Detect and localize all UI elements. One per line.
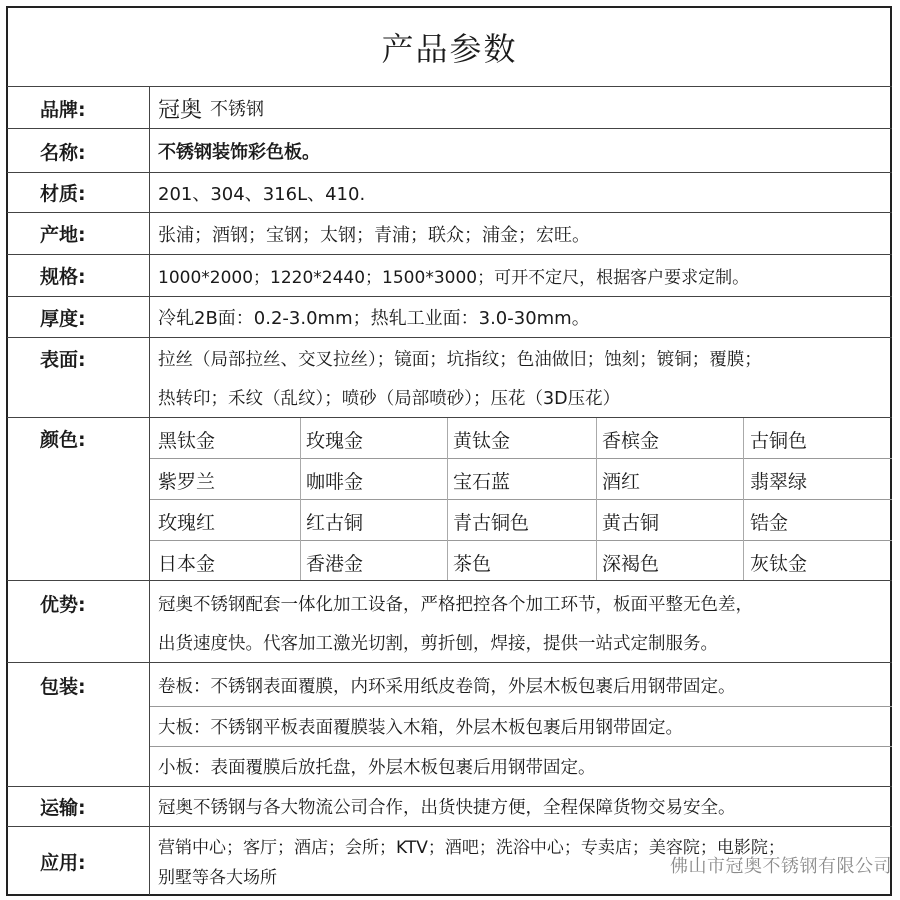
label-thickness: 厚度:: [40, 307, 86, 330]
color-cell: 日本金: [158, 553, 216, 575]
advantage-value-line2: 出货速度快。代客加工激光切割，剪折刨，焊接，提供一站式定制服务。: [158, 633, 718, 654]
color-cell: 香槟金: [602, 430, 660, 452]
company-watermark: 佛山市冠奥不锈钢有限公司: [670, 856, 892, 877]
color-cell: 玫瑰红: [158, 512, 216, 534]
color-cell: 宝石蓝: [453, 471, 511, 493]
color-cell: 酒红: [602, 471, 641, 493]
color-grid-vline: [743, 418, 744, 580]
thickness-value: 冷轧2B面：0.2-3.0mm；热轧工业面：3.0-30mm。: [158, 308, 590, 329]
row-divider: [7, 580, 892, 581]
packing-value-roll: 卷板：不锈钢表面覆膜，内环采用纸皮卷筒，外层木板包裹后用钢带固定。: [158, 676, 736, 697]
color-cell: 茶色: [453, 553, 492, 575]
row-divider: [7, 826, 892, 827]
surface-value-line2: 热转印；禾纹（乱纹）；喷砂（局部喷砂）；压花（3D压花）: [158, 388, 621, 409]
packing-value-small: 小板：表面覆膜后放托盘，外层木板包裹后用钢带固定。: [158, 758, 596, 778]
application-value-line2: 别墅等各大场所: [158, 867, 277, 888]
color-cell: 深褐色: [602, 553, 660, 575]
color-cell: 黑钛金: [158, 430, 216, 452]
label-spec: 规格:: [40, 266, 86, 288]
color-cell: 紫罗兰: [158, 471, 216, 493]
origin-value: 张浦；酒钢；宝钢；太钢；青浦；联众；浦金；宏旺。: [158, 224, 590, 246]
color-cell: 黄古铜: [602, 512, 660, 534]
shipping-value: 冠奥不锈钢与各大物流公司合作，出货快捷方便，全程保障货物交易安全。: [158, 798, 736, 818]
color-grid-vline: [300, 418, 301, 580]
advantage-value-line1: 冠奥不锈钢配套一体化加工设备，严格把控各个加工环节，板面平整无色差，: [158, 594, 753, 615]
color-cell: 咖啡金: [306, 471, 364, 493]
color-grid-divider: [150, 499, 892, 500]
row-divider: [7, 662, 892, 663]
color-cell: 翡翠绿: [750, 471, 808, 493]
label-shipping: 运输:: [40, 797, 86, 819]
color-grid-vline: [447, 418, 448, 580]
color-grid-vline: [596, 418, 597, 580]
material-value: 201、304、316L、410.: [158, 183, 366, 205]
label-name: 名称:: [40, 141, 86, 164]
packing-value-large: 大板：不锈钢平板表面覆膜装入木箱，外层木板包裹后用钢带固定。: [158, 718, 683, 738]
color-cell: 锆金: [750, 512, 789, 534]
surface-value-line1: 拉丝（局部拉丝、交叉拉丝）；镜面；坑指纹；色油做旧；蚀刻；镀铜；覆膜；: [158, 349, 762, 370]
label-surface: 表面:: [40, 348, 86, 371]
row-divider: [7, 86, 892, 87]
label-brand: 品牌:: [40, 98, 86, 121]
spec-value: 1000*2000；1220*2440；1500*3000；可开不定尺，根据客户要求定制。: [158, 268, 750, 288]
name-value: 不锈钢装饰彩色板。: [158, 142, 320, 163]
label-origin: 产地:: [40, 224, 86, 246]
column-divider: [149, 87, 150, 895]
color-cell: 青古铜色: [453, 512, 530, 534]
brand-text: 不锈钢: [210, 99, 265, 120]
label-color: 颜色:: [40, 428, 86, 451]
row-divider: [7, 128, 892, 129]
brand-value: [158, 88, 264, 128]
color-cell: 古铜色: [750, 430, 808, 452]
color-cell: 玫瑰金: [306, 430, 364, 452]
label-packing: 包装:: [40, 675, 86, 698]
label-material: 材质:: [40, 183, 86, 205]
color-grid-divider: [150, 540, 892, 541]
brand-logo: 冠奥: [158, 97, 203, 123]
color-cell: 香港金: [306, 553, 364, 575]
application-value-line1: 营销中心；客厅；酒店；会所；KTV；酒吧；洗浴中心；专卖店；美容院；电影院；: [158, 837, 785, 858]
color-cell: 红古铜: [306, 512, 364, 534]
label-application: 应用:: [40, 851, 86, 874]
page-title: 产品参数: [381, 30, 518, 68]
color-grid-divider: [150, 458, 892, 459]
color-cell: 灰钛金: [750, 553, 808, 575]
label-advantage: 优势:: [40, 593, 86, 616]
color-cell: 黄钛金: [453, 430, 511, 452]
